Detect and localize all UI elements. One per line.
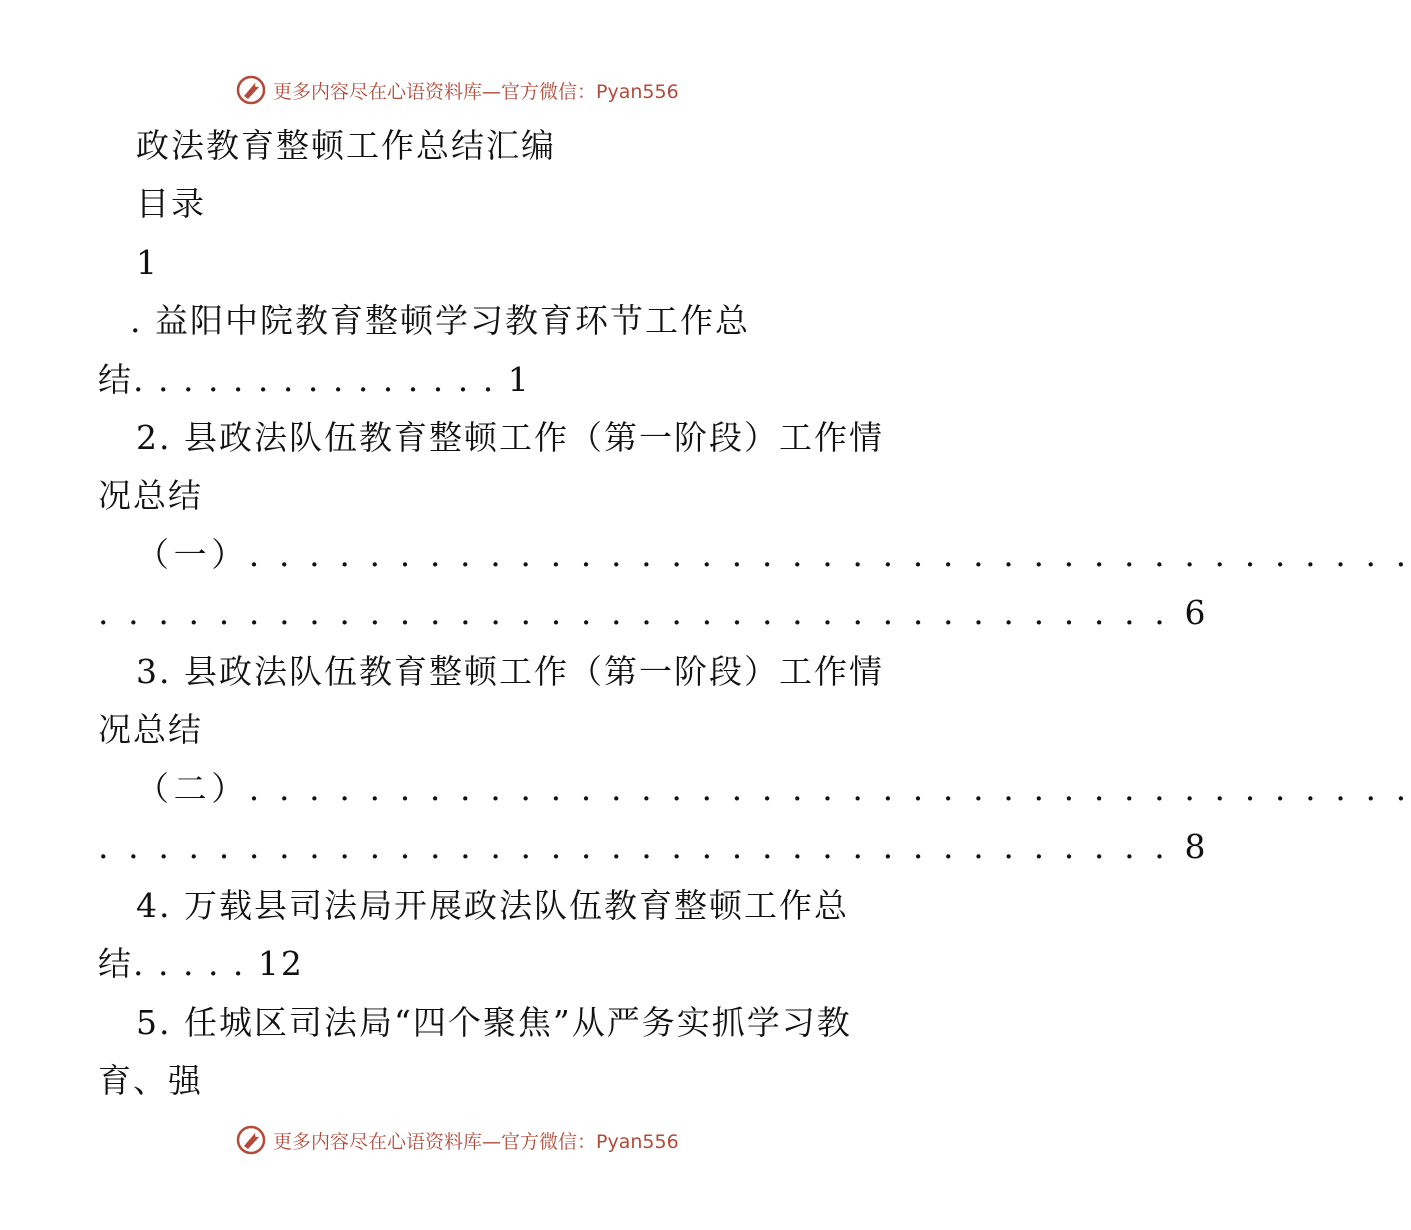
toc-line: 育、强 <box>98 1061 203 1100</box>
toc-line: 况总结 <box>98 476 203 515</box>
watermark-banner-bottom <box>235 1122 715 1158</box>
document-title: 政法教育整顿工作总结汇编 <box>136 126 556 165</box>
toc-line: . 益阳中院教育整顿学习教育环节工作总 <box>130 301 750 340</box>
toc-line: （二）. . . . . . . . . . . . . . . . . . . . . . . . . . . . . . . . . . . . . . . <box>136 769 1411 808</box>
toc-line: （一）. . . . . . . . . . . . . . . . . . . . . . . . . . . . . . . . . . . . . . . <box>136 535 1411 574</box>
toc-line: 3. 县政法队伍教育整顿工作（第一阶段）工作情 <box>136 652 884 691</box>
toc-line: 结. . . . . . . . . . . . . . . 1 <box>98 360 531 399</box>
toc-line: 4. 万载县司法局开展政法队伍教育整顿工作总 <box>136 886 849 925</box>
toc-line: 5. 任城区司法局“四个聚焦”从严务实抓学习教 <box>136 1003 852 1042</box>
watermark-text: 更多内容尽在心语资料库—官方微信：Pyan556 <box>273 80 679 103</box>
pen-seal-icon <box>235 1124 267 1156</box>
pen-seal-icon <box>235 74 267 106</box>
toc-line: . . . . . . . . . . . . . . . . . . . . . . . . . . . . . . . . . . . . 8 <box>98 827 1211 866</box>
toc-line: 2. 县政法队伍教育整顿工作（第一阶段）工作情 <box>136 418 884 457</box>
toc-line: 1 <box>136 243 159 282</box>
toc-line: 结. . . . . 12 <box>98 944 304 983</box>
watermark-text: 更多内容尽在心语资料库—官方微信：Pyan556 <box>273 1130 679 1153</box>
toc-line: 况总结 <box>98 710 203 749</box>
watermark-banner-top <box>235 72 715 108</box>
toc-line: . . . . . . . . . . . . . . . . . . . . . . . . . . . . . . . . . . . . 6 <box>98 593 1211 632</box>
toc-heading: 目录 <box>136 184 206 223</box>
